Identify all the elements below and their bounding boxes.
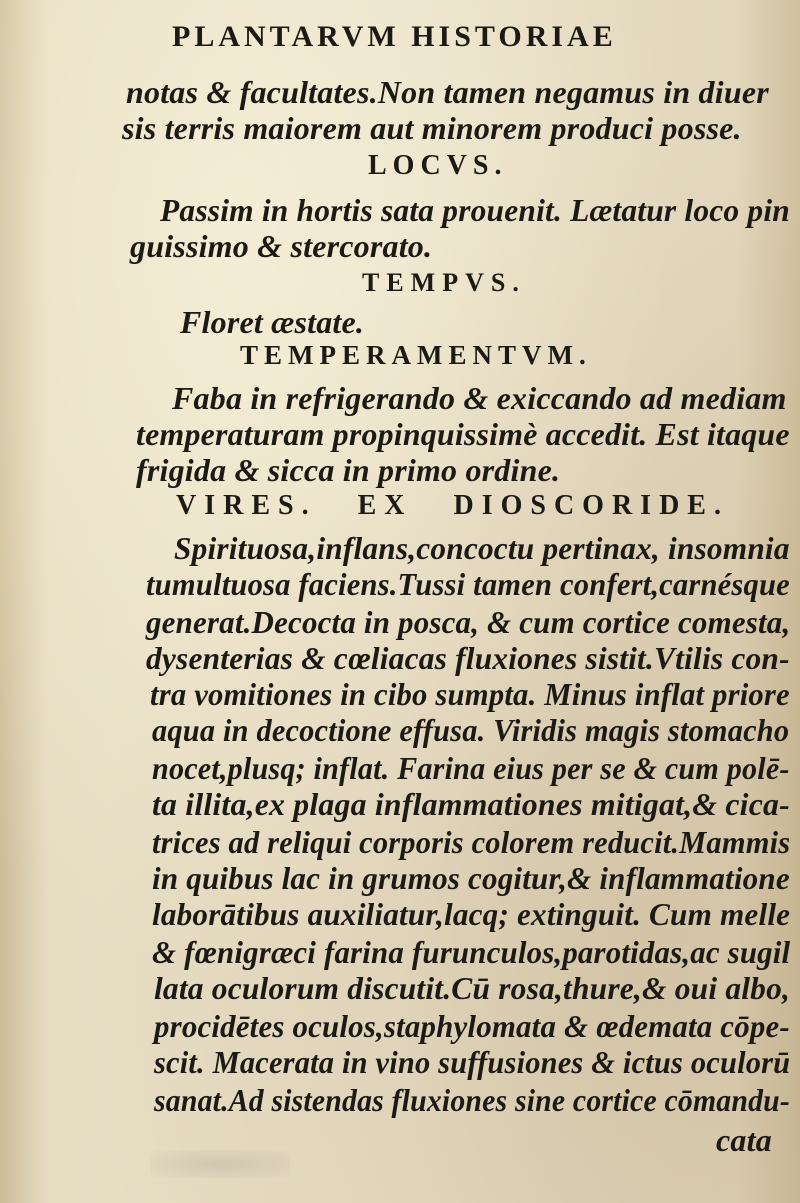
text-line: & fœnigræci farina furunculos,parotidas,ac sugil	[152, 934, 791, 970]
text-line: laborātibus auxiliatur,lacq; extinguit. Cum melle	[152, 896, 791, 932]
text-line: temperaturam propinquissimè accedit. Est itaque	[136, 416, 790, 452]
text-line: Spirituosa,inflans,concoctu pertinax, insomnia	[174, 530, 790, 566]
text-line: frigida & sicca in primo ordine.	[136, 452, 561, 488]
running-head: PLANTARVM HISTORIAE	[172, 20, 617, 53]
text-line: tra vomitiones in cibo sumpta. Minus inflat priore	[150, 676, 790, 712]
text-line: sanat.Ad sistendas fluxiones sine cortice cōmandu-	[154, 1082, 790, 1118]
text-line: dysenterias & cœliacas fluxiones sistit.Vtilis con-	[146, 640, 790, 676]
text-line: Faba in refrigerando & exiccando ad mediam	[172, 380, 787, 416]
text-line: sis terris maiorem aut minorem produci posse.	[122, 110, 742, 146]
text-line: notas & facultates.Non tamen negamus in diuer	[126, 74, 769, 110]
text-line: Passim in hortis sata prouenit. Lætatur loco pin	[160, 192, 790, 228]
catchword: cata	[716, 1122, 772, 1158]
section-heading-locus: LOCVS.	[368, 150, 508, 181]
text-line: generat.Decocta in posca, & cum cortice comesta,	[146, 604, 791, 640]
section-heading-temperamentum: TEMPERAMENTVM.	[240, 340, 592, 370]
text-line: procidētes oculos,staphylomata & œdemata cōpe-	[154, 1008, 790, 1044]
text-line: Floret æstate.	[180, 304, 365, 340]
section-heading-vires: VIRES. EX DIOSCORIDE.	[176, 490, 729, 521]
text-line: aqua in decoctione effusa. Viridis magis stomacho	[152, 712, 790, 748]
section-heading-tempus: TEMPVS.	[362, 268, 526, 297]
text-line: guissimo & stercorato.	[130, 228, 433, 264]
text-line: trices ad reliqui corporis colorem reducit.Mammis	[152, 824, 791, 860]
paper-stain	[150, 1150, 290, 1178]
text-line: ta illita,ex plaga inflammationes mitigat,& cica-	[152, 786, 790, 822]
text-line: scit. Macerata in vino suffusiones & ictus oculorū	[154, 1044, 791, 1080]
text-line: in quibus lac in grumos cogitur,& inflammatione	[152, 860, 790, 896]
text-line: tumultuosa faciens.Tussi tamen confert,carnésque	[146, 566, 790, 602]
text-line: nocet,plusq; inflat. Farina eius per se & cum polē-	[152, 750, 790, 786]
text-line: lata oculorum discutit.Cū rosa,thure,& oui albo,	[154, 970, 791, 1006]
